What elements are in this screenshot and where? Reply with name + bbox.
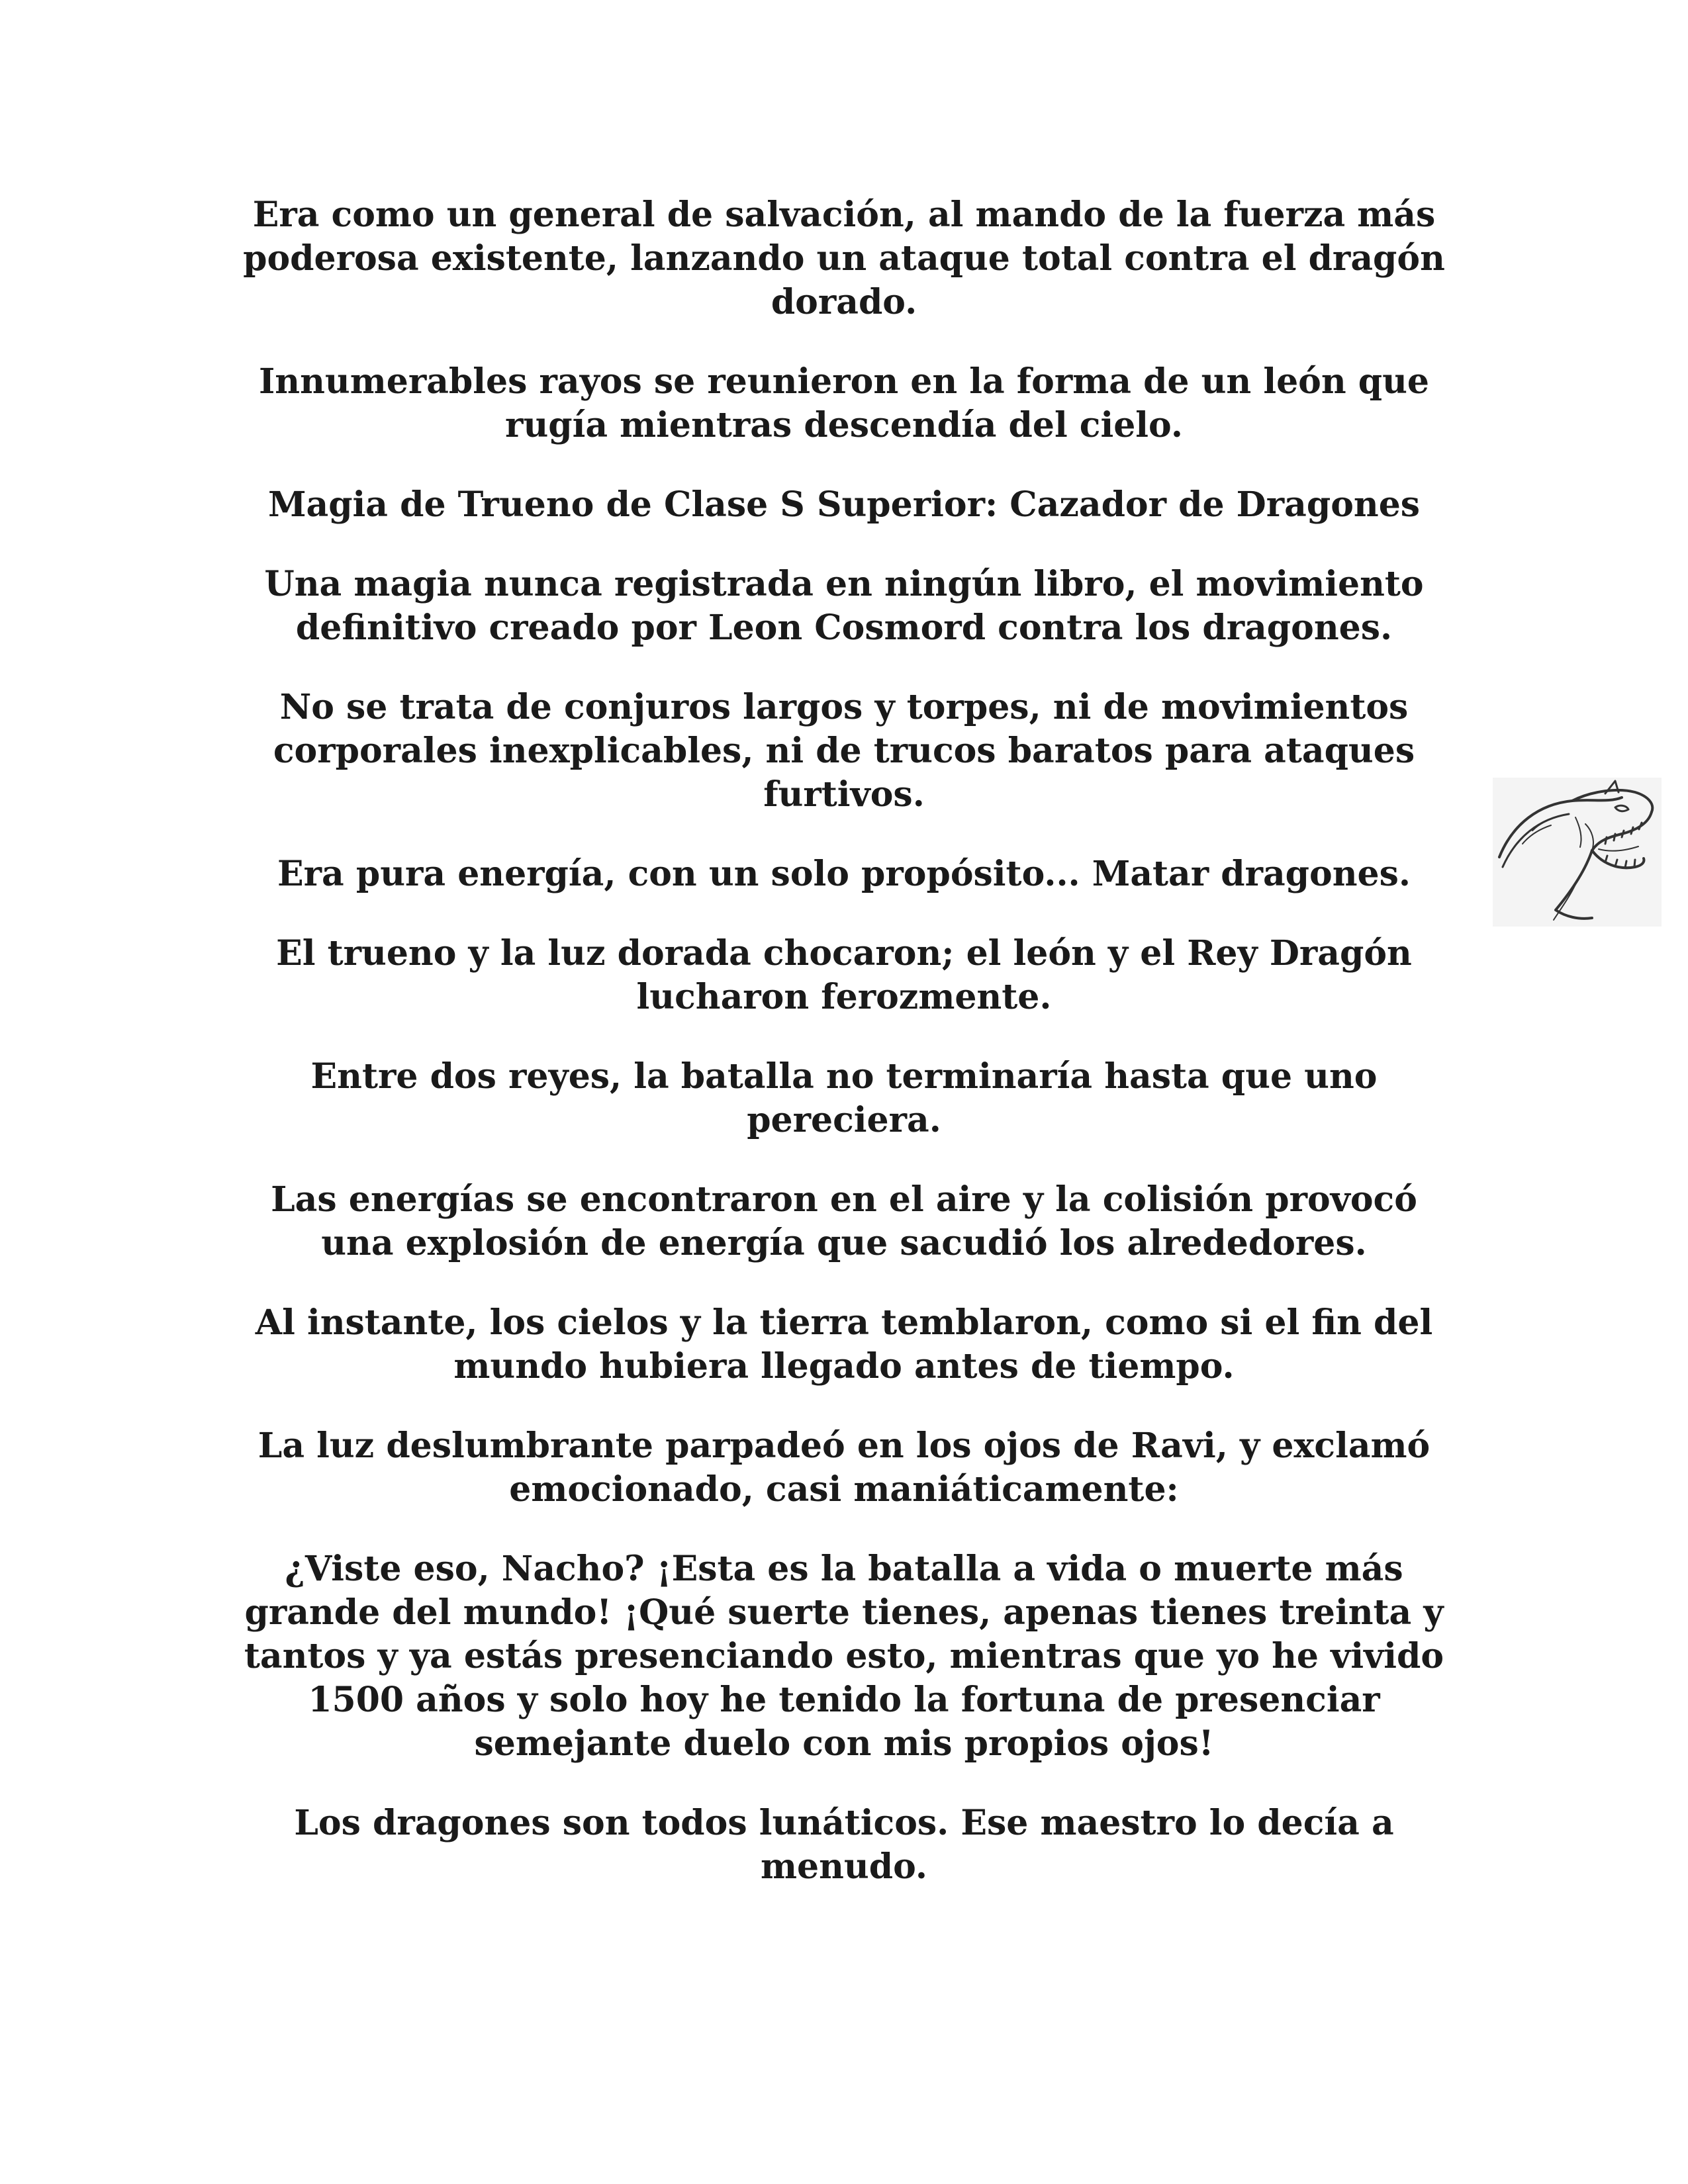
paragraph-9: Las energías se encontraron en el aire y la colisión provocó una explosión de energía que sacudió los alrededores. — [271, 1179, 1417, 1263]
body-text — [232, 193, 1456, 1925]
paragraph-10: Al instante, los cielos y la tierra temblaron, como si el fin del mundo hubiera llegado antes de tiempo. — [255, 1302, 1433, 1387]
paragraph-1: Era como un general de salvación, al mando de la fuerza más poderosa existente, lanzando un ataque total contra el dragón dorado. — [243, 195, 1445, 322]
paragraph-11: La luz deslumbrante parpadeó en los ojos de Ravi, y exclamó emocionado, casi maniáticamente: — [258, 1426, 1430, 1510]
paragraph-8: Entre dos reyes, la batalla no terminaría hasta que uno pereciera. — [310, 1056, 1378, 1140]
paragraph-12: ¿Viste eso, Nacho? ¡Esta es la batalla a vida o muerte más grande del mundo! ¡Qué suerte tienes, apenas tienes treinta y tantos y ya estás presenciando esto, mientras que yo he vivido 1500 años y solo hoy he tenido la fortuna de presenciar semejante duelo con mis propios ojos! — [244, 1549, 1444, 1764]
paragraph-2: Innumerables rayos se reunieron en la forma de un león que rugía mientras descendía del cielo. — [258, 361, 1430, 445]
dragon-head-sketch-icon — [1493, 778, 1662, 927]
paragraph-7: El trueno y la luz dorada chocaron; el león y el Rey Dragón lucharon ferozmente. — [276, 933, 1412, 1017]
paragraph-6: Era pura energía, con un solo propósito... Matar dragones. — [277, 854, 1411, 894]
paragraph-13: Los dragones son todos lunáticos. Ese maestro lo decía a menudo. — [294, 1803, 1394, 1887]
paragraph-4: Una magia nunca registrada en ningún libro, el movimiento definitivo creado por Leon Cosmord contra los dragones. — [264, 564, 1424, 648]
paragraph-5: No se trata de conjuros largos y torpes, ni de movimientos corporales inexplicables, ni de trucos baratos para ataques furtivos. — [273, 687, 1415, 815]
paragraph-3: Magia de Trueno de Clase S Superior: Cazador de Dragones — [267, 484, 1421, 525]
